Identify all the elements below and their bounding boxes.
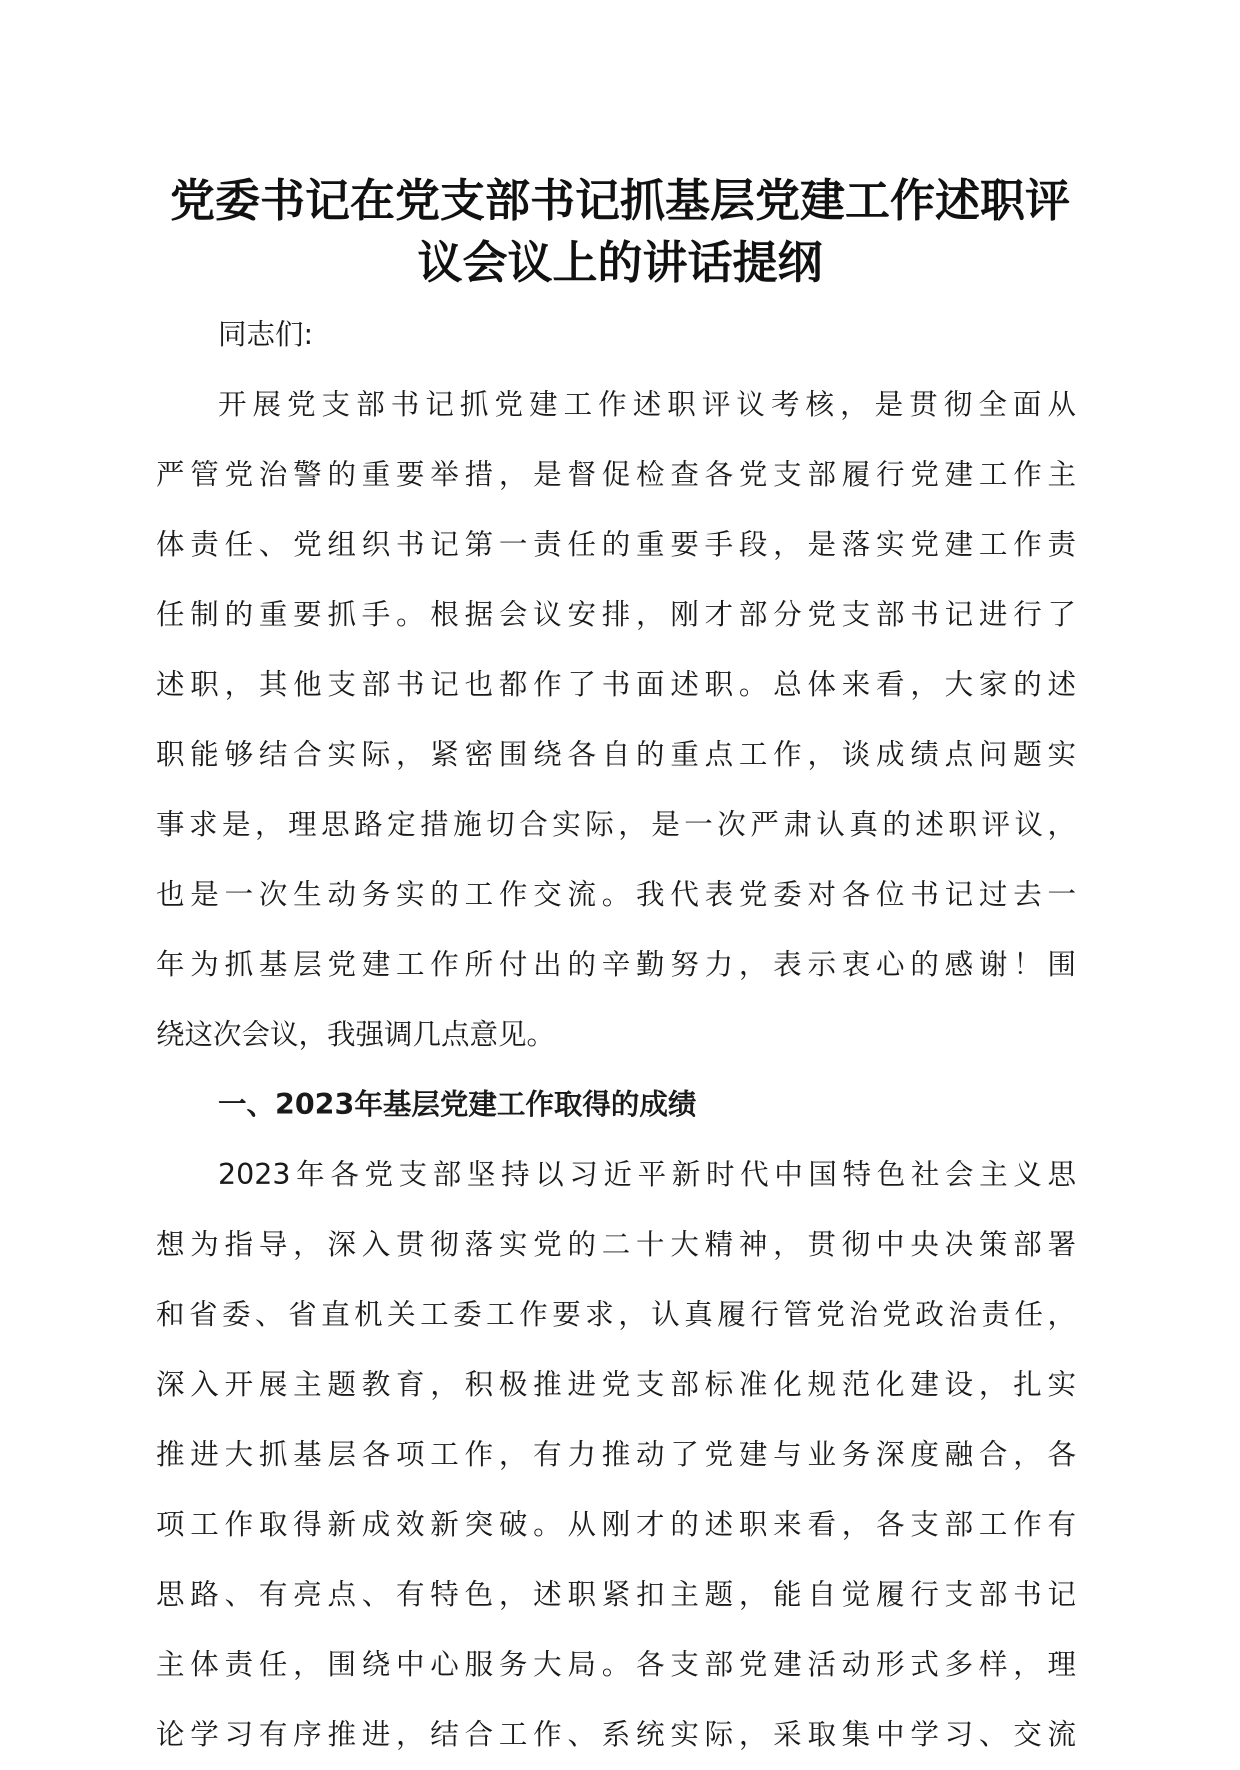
paragraph-1-line: 事求是，理思路定措施切合实际，是一次严肃认真的述职评议， [156, 808, 1076, 841]
paragraph-1-line: 年为抓基层党建工作所付出的辛勤努力，表示衷心的感谢！围 [156, 948, 1076, 981]
paragraph-1-line: 述职，其他支部书记也都作了书面述职。总体来看，大家的述 [156, 668, 1076, 701]
paragraph-1-line: 职能够结合实际，紧密围绕各自的重点工作，谈成绩点问题实 [156, 738, 1076, 771]
paragraph-2-line: 推进大抓基层各项工作，有力推动了党建与业务深度融合，各 [156, 1438, 1076, 1471]
paragraph-1-line: 绕这次会议，我强调几点意见。 [156, 1018, 556, 1051]
paragraph-2-line: 和省委、省直机关工委工作要求，认真履行管党治党政治责任， [156, 1298, 1076, 1331]
paragraph-1-line: 体责任、党组织书记第一责任的重要手段，是落实党建工作责 [156, 528, 1076, 561]
paragraph-2-line: 2023年各党支部坚持以习近平新时代中国特色社会主义思 [218, 1158, 1076, 1191]
paragraph-2-line: 深入开展主题教育，积极推进党支部标准化规范化建设，扎实 [156, 1368, 1076, 1401]
section-1-heading: 一、2023年基层党建工作取得的成绩 [218, 1088, 697, 1121]
salutation: 同志们: [218, 318, 314, 351]
paragraph-1-line: 严管党治警的重要举措，是督促检查各党支部履行党建工作主 [156, 458, 1076, 491]
document-body [156, 300, 1076, 1770]
title-line-1: 党委书记在党支部书记抓基层党建工作述职评 [169, 174, 1070, 227]
document-title [140, 170, 1100, 294]
paragraph-2-line: 项工作取得新成效新突破。从刚才的述职来看，各支部工作有 [156, 1508, 1076, 1541]
paragraph-1-line: 任制的重要抓手。根据会议安排，刚才部分党支部书记进行了 [156, 598, 1076, 631]
paragraph-2-line: 主体责任，围绕中心服务大局。各支部党建活动形式多样，理 [156, 1648, 1076, 1681]
paragraph-2-line: 思路、有亮点、有特色，述职紧扣主题，能自觉履行支部书记 [156, 1578, 1076, 1611]
paragraph-1-line: 开展党支部书记抓党建工作述职评议考核，是贯彻全面从 [218, 388, 1076, 421]
paragraph-2-line: 论学习有序推进，结合工作、系统实际，采取集中学习、交流 [156, 1718, 1076, 1751]
paragraph-1-line: 也是一次生动务实的工作交流。我代表党委对各位书记过去一 [156, 878, 1076, 911]
title-line-2: 议会议上的讲话提纲 [417, 236, 823, 289]
paragraph-2-line: 想为指导，深入贯彻落实党的二十大精神，贯彻中央决策部署 [156, 1228, 1076, 1261]
